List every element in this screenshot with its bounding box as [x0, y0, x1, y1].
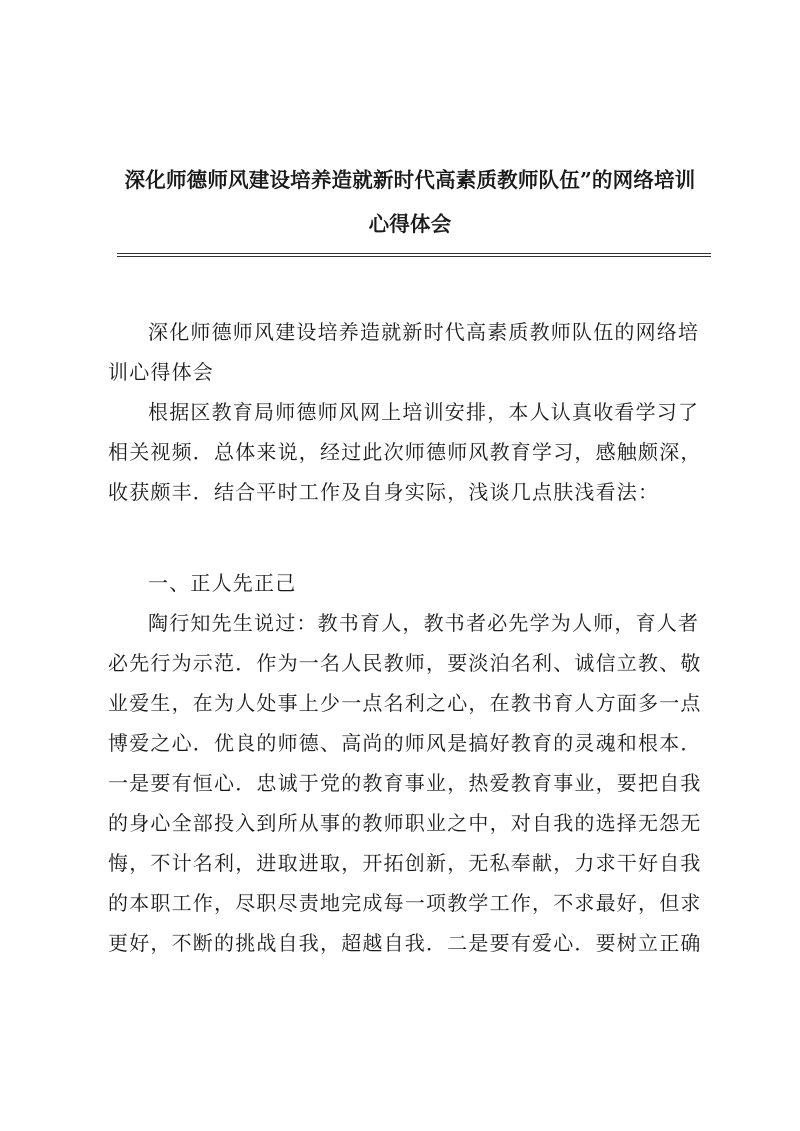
document-title-line-1: 深化师德师风建设培养造就新时代高素质教师队伍”的网络培训 [124, 168, 696, 192]
paragraph-line: 的身心全部投入到所从事的教师职业之中，对自我的选择无怨无 [108, 811, 702, 835]
paragraph-line: 悔，不计名利，进取进取，开拓创新，无私奉献，力求干好自我 [108, 851, 702, 875]
paragraph-line: 博爱之心．优良的师德、高尚的师风是搞好教育的灵魂和根本． [108, 731, 702, 755]
title-divider-top [117, 253, 711, 254]
paragraph-line: 根据区教育局师德师风网上培训安排，本人认真收看学习了 [148, 400, 700, 424]
section-heading-1 [108, 563, 708, 603]
paragraph-2 [108, 392, 708, 512]
paragraph-line: 更好，不断的挑战自我，超越自我．二是要有爱心．要树立正确 [108, 931, 702, 955]
document-title-line-2: 心得体会 [368, 212, 452, 236]
paragraph-line: 训心得体会 [108, 360, 214, 384]
paragraph-line: 必先行为示范．作为一名人民教师，要淡泊名利、诚信立教、敬 [108, 651, 702, 675]
paragraph-line: 陶行知先生说过：教书育人，教书者必先学为人师，育人者 [148, 611, 700, 635]
paragraph-line: 一是要有恒心．忠诚于党的教育事业，热爱教育事业，要把自我 [108, 771, 702, 795]
paragraph-1 [108, 312, 708, 392]
section-heading-text: 一、正人先正己 [148, 571, 297, 595]
paragraph-3 [108, 603, 708, 963]
paragraph-line: 收获颇丰．结合平时工作及自身实际，浅谈几点肤浅看法： [108, 480, 660, 504]
paragraph-line: 的本职工作，尽职尽责地完成每一项教学工作，不求最好，但求 [108, 891, 702, 915]
paragraph-line: 相关视频．总体来说，经过此次师德师风教育学习，感触颇深， [108, 440, 702, 464]
paragraph-line: 深化师德师风建设培养造就新时代高素质教师队伍的网络培 [148, 320, 700, 344]
paragraph-line: 业爱生，在为人处事上少一点名利之心，在教书育人方面多一点 [108, 691, 702, 715]
title-divider-bottom [117, 256, 711, 257]
